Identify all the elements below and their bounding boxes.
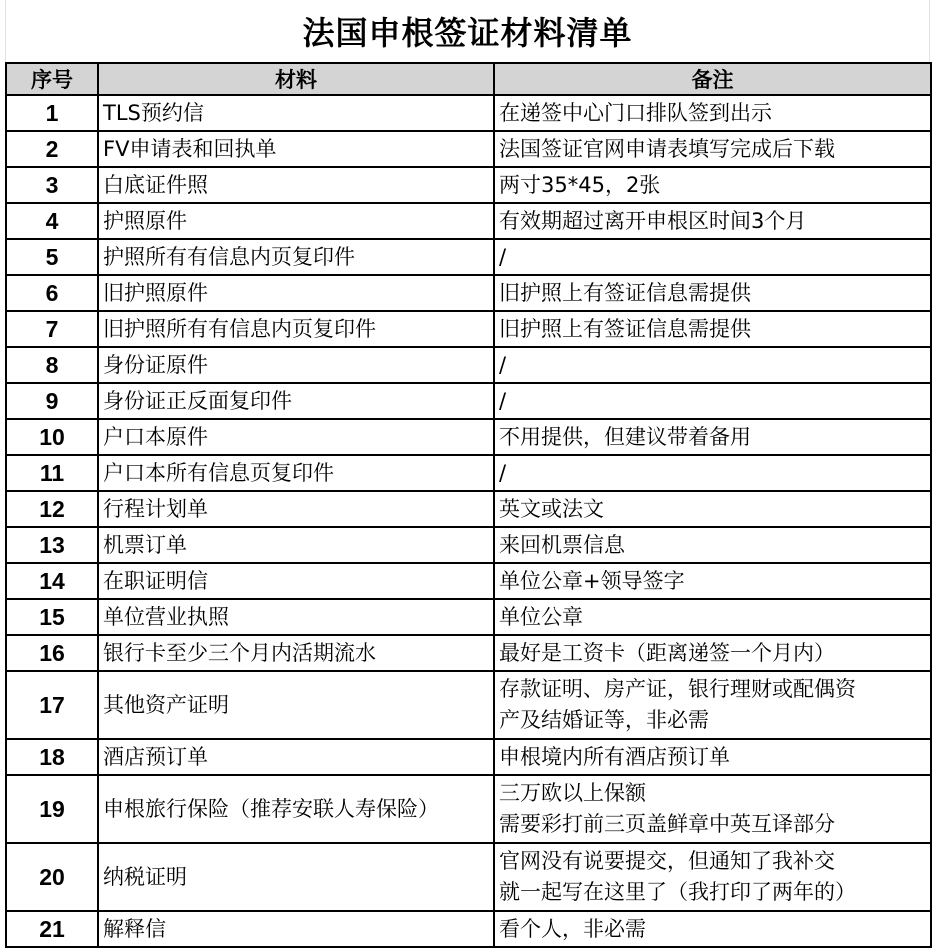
table-row xyxy=(6,239,931,275)
cell-material[interactable]: 纳税证明 xyxy=(98,843,494,911)
cell-material[interactable]: 解释信 xyxy=(98,911,494,947)
table-row xyxy=(6,563,931,599)
table-row xyxy=(6,843,931,911)
cell-material[interactable]: 白底证件照 xyxy=(98,167,494,203)
cell-no[interactable]: 1 xyxy=(6,95,98,131)
cell-material[interactable]: TLS预约信 xyxy=(98,95,494,131)
cell-material[interactable]: 酒店预订单 xyxy=(98,739,494,775)
cell-no[interactable]: 15 xyxy=(6,599,98,635)
cell-no[interactable]: 6 xyxy=(6,275,98,311)
cell-material[interactable]: 旧护照所有有信息内页复印件 xyxy=(98,311,494,347)
cell-no[interactable]: 13 xyxy=(6,527,98,563)
cell-no[interactable]: 19 xyxy=(6,775,98,843)
cell-no[interactable]: 16 xyxy=(6,635,98,671)
cell-note[interactable]: / xyxy=(494,455,931,491)
cell-note[interactable]: 不用提供，但建议带着备用 xyxy=(494,419,931,455)
cell-note[interactable]: 英文或法文 xyxy=(494,491,931,527)
cell-material[interactable]: 护照所有有信息内页复印件 xyxy=(98,239,494,275)
cell-note[interactable]: 来回机票信息 xyxy=(494,527,931,563)
table-row xyxy=(6,383,931,419)
cell-material[interactable]: 银行卡至少三个月内活期流水 xyxy=(98,635,494,671)
cell-material[interactable]: 在职证明信 xyxy=(98,563,494,599)
cell-material[interactable]: 身份证原件 xyxy=(98,347,494,383)
table-row xyxy=(6,131,931,167)
sheet-title[interactable]: 法国申根签证材料清单 xyxy=(5,0,930,62)
cell-note[interactable]: 单位公章 xyxy=(494,599,931,635)
cell-no[interactable]: 10 xyxy=(6,419,98,455)
cell-note[interactable]: / xyxy=(494,347,931,383)
cell-material[interactable]: 其他资产证明 xyxy=(98,671,494,739)
cell-no[interactable]: 11 xyxy=(6,455,98,491)
cell-no[interactable]: 2 xyxy=(6,131,98,167)
table-row xyxy=(6,911,931,947)
cell-no[interactable]: 21 xyxy=(6,911,98,947)
cell-material[interactable]: 旧护照原件 xyxy=(98,275,494,311)
header-row xyxy=(6,63,931,95)
table-row xyxy=(6,419,931,455)
table-row xyxy=(6,491,931,527)
cell-no[interactable]: 17 xyxy=(6,671,98,739)
cell-note[interactable]: / xyxy=(494,383,931,419)
cell-material[interactable]: 护照原件 xyxy=(98,203,494,239)
cell-material[interactable]: 行程计划单 xyxy=(98,491,494,527)
table-row xyxy=(6,347,931,383)
table-row xyxy=(6,527,931,563)
table-row xyxy=(6,739,931,775)
cell-no[interactable]: 7 xyxy=(6,311,98,347)
cell-no[interactable]: 18 xyxy=(6,739,98,775)
header-material[interactable]: 材料 xyxy=(98,63,494,95)
cell-no[interactable]: 14 xyxy=(6,563,98,599)
cell-note[interactable]: 官网没有说要提交，但通知了我补交 就一起写在这里了（我打印了两年的） xyxy=(494,843,931,911)
cell-material[interactable]: 户口本所有信息页复印件 xyxy=(98,455,494,491)
materials-table xyxy=(5,62,932,948)
cell-note[interactable]: 看个人，非必需 xyxy=(494,911,931,947)
cell-no[interactable]: 3 xyxy=(6,167,98,203)
header-note[interactable]: 备注 xyxy=(494,63,931,95)
cell-note[interactable]: 旧护照上有签证信息需提供 xyxy=(494,275,931,311)
table-row xyxy=(6,203,931,239)
table-row xyxy=(6,671,931,739)
cell-note[interactable]: / xyxy=(494,239,931,275)
cell-no[interactable]: 4 xyxy=(6,203,98,239)
cell-note[interactable]: 有效期超过离开申根区时间3个月 xyxy=(494,203,931,239)
table-row xyxy=(6,311,931,347)
cell-material[interactable]: FV申请表和回执单 xyxy=(98,131,494,167)
cell-no[interactable]: 12 xyxy=(6,491,98,527)
cell-material[interactable]: 户口本原件 xyxy=(98,419,494,455)
table-row xyxy=(6,599,931,635)
cell-no[interactable]: 20 xyxy=(6,843,98,911)
cell-note[interactable]: 单位公章+领导签字 xyxy=(494,563,931,599)
table-row xyxy=(6,635,931,671)
cell-no[interactable]: 9 xyxy=(6,383,98,419)
table-row xyxy=(6,775,931,843)
table-row xyxy=(6,455,931,491)
table-row xyxy=(6,167,931,203)
header-no[interactable]: 序号 xyxy=(6,63,98,95)
cell-material[interactable]: 身份证正反面复印件 xyxy=(98,383,494,419)
cell-note[interactable]: 旧护照上有签证信息需提供 xyxy=(494,311,931,347)
table-row xyxy=(6,275,931,311)
cell-note[interactable]: 在递签中心门口排队签到出示 xyxy=(494,95,931,131)
cell-no[interactable]: 8 xyxy=(6,347,98,383)
cell-note[interactable]: 最好是工资卡（距离递签一个月内） xyxy=(494,635,931,671)
cell-material[interactable]: 机票订单 xyxy=(98,527,494,563)
cell-note[interactable]: 存款证明、房产证，银行理财或配偶资 产及结婚证等，非必需 xyxy=(494,671,931,739)
cell-note[interactable]: 两寸35*45，2张 xyxy=(494,167,931,203)
cell-material[interactable]: 单位营业执照 xyxy=(98,599,494,635)
cell-material[interactable]: 申根旅行保险（推荐安联人寿保险） xyxy=(98,775,494,843)
cell-note[interactable]: 申根境内所有酒店预订单 xyxy=(494,739,931,775)
table-row xyxy=(6,95,931,131)
cell-note[interactable]: 法国签证官网申请表填写完成后下载 xyxy=(494,131,931,167)
cell-no[interactable]: 5 xyxy=(6,239,98,275)
spreadsheet xyxy=(5,0,930,950)
cell-note[interactable]: 三万欧以上保额 需要彩打前三页盖鲜章中英互译部分 xyxy=(494,775,931,843)
